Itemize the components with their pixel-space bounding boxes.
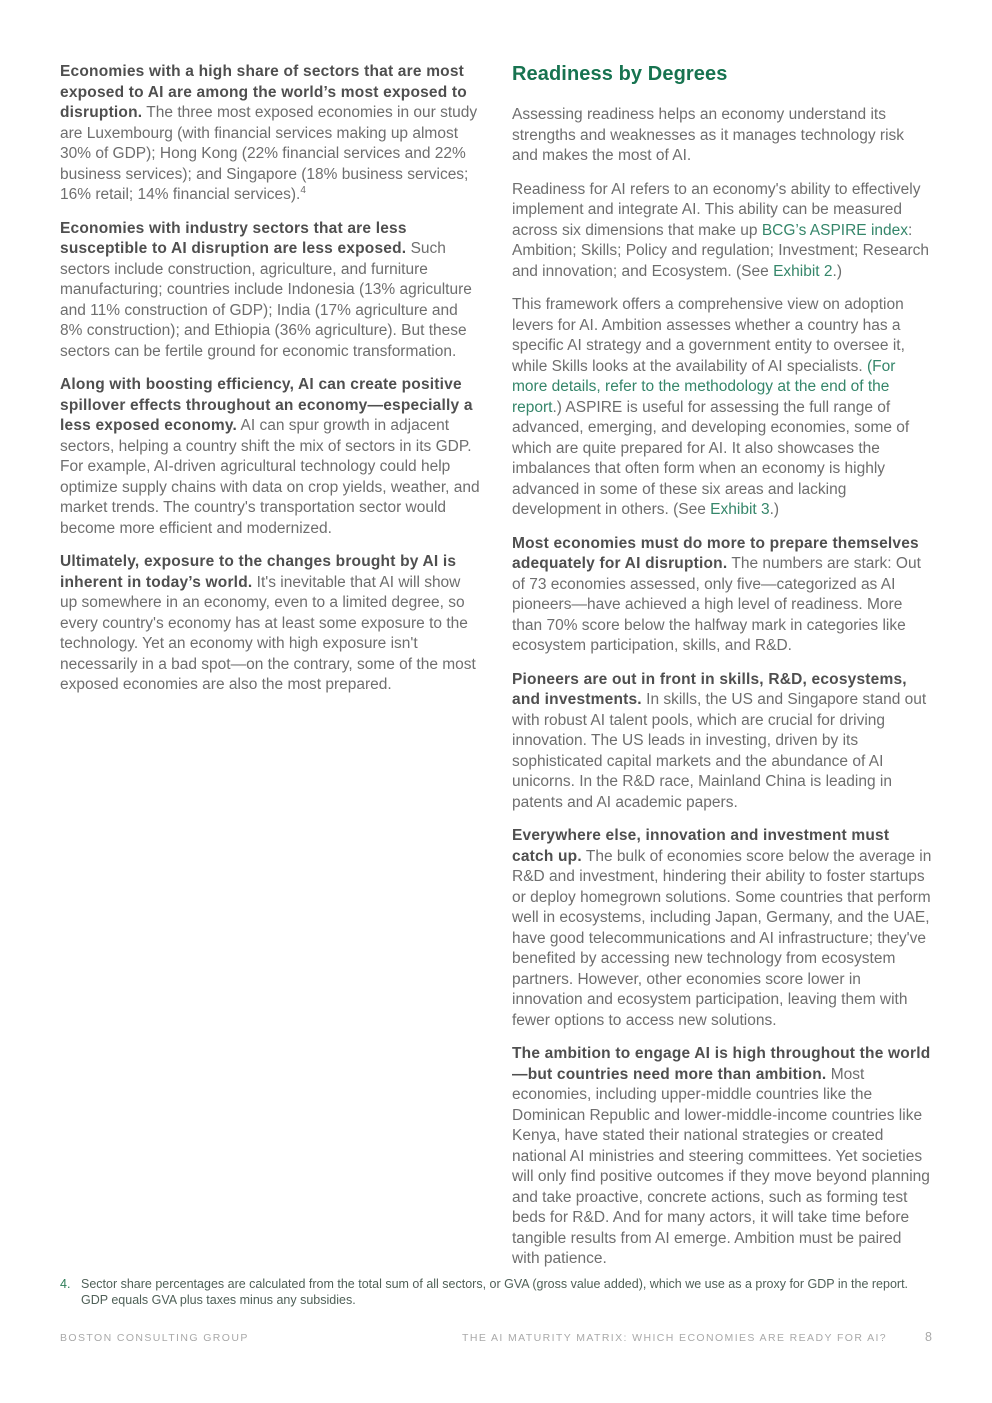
paragraph — [60, 219, 480, 363]
text-run: : Ambition; Skills; Policy and regulation; Investment; Research and innovation; and Ecosystem. (See — [512, 221, 929, 280]
paragraph — [60, 62, 480, 206]
text-run: Along with boosting efficiency, AI can create positive spillover effects throughout an economy—especially a less exposed economy. — [60, 376, 473, 434]
text-run: Most economies must do more to prepare themselves adequately for AI disruption. — [512, 534, 919, 572]
paragraph — [512, 534, 932, 657]
text-run: The bulk of economies score below the average in R&D and investment, hindering their ability to foster startups or deploy homegrown solutions. Some countries that perform well in ecosystems, including Japan, Germany, and the UAE, have good telecommunications and AI infrastructure; they've benefited by accessing new technology from ecosystem partners. However, other economies score lower in innovation and ecosystem participation, leaving them with fewer options to access new solutions. — [512, 847, 932, 1029]
inline-link[interactable]: BCG’s ASPIRE index — [761, 221, 909, 239]
text-run: Everywhere else, innovation and investment must catch up. — [512, 827, 890, 865]
paragraph — [512, 105, 932, 167]
text-run: Pioneers are out in front in skills, R&D, ecosystems, and investments. — [512, 670, 907, 708]
text-run: It's inevitable that AI will show up somewhere in an economy, even to a limited degree, so every country's economy has at least some exposure to the technology. Yet an economy with high exposure isn't necessarily in a bad spot—on the contrary, some of the most exposed economies are also the most prepared. — [60, 573, 476, 693]
text-run: Readiness for AI refers to an economy's ability to effectively implement and integrate AI. This ability can be measured across six dimensions that make up — [512, 180, 921, 239]
footer-report-title: THE AI MATURITY MATRIX: WHICH ECONOMIES ARE READY FOR AI? — [462, 1332, 888, 1344]
footer-right-group — [462, 1330, 932, 1344]
text-run: AI can spur growth in adjacent sectors, helping a country shift the mix of sectors in its GDP. For example, AI-driven agricultural technology could help optimize supply chains with data on crop yields, weather, and market trends. The country's transportation sector would become more efficient and modernized. — [60, 417, 480, 537]
paragraph — [512, 670, 932, 814]
section-heading: Readiness by Degrees — [512, 63, 728, 85]
inline-link[interactable]: Exhibit 3 — [710, 501, 770, 518]
text-run: Economies with industry sectors that are less susceptible to AI disruption are less exposed. — [60, 219, 407, 257]
paragraph — [512, 180, 932, 283]
text-run: In skills, the US and Singapore stand out with robust AI talent pools, which are crucial for driving innovation. The US leads in investing, driven by its sophisticated capital markets and the abundance of AI unicorns. In the R&D race, Mainland China is leading in patents and AI academic papers. — [512, 691, 927, 811]
footer-brand: BOSTON CONSULTING GROUP — [60, 1332, 249, 1344]
paragraph — [512, 295, 932, 521]
two-column-body — [60, 62, 932, 1283]
right-column-paragraphs — [512, 105, 932, 1270]
text-run: This framework offers a comprehensive view on adoption levers for AI. Ambition assesses whether a country has a specific AI strategy and a government entity to oversee it, while Skills looks at the availability of AI specialists. — [512, 296, 905, 375]
text-run: .) ASPIRE is useful for assessing the full range of advanced, emerging, and developing economies, some of which are quite prepared for AI. It also showcases the imbalances that often form when an economy is highly advanced in some of these six areas and lacking development in others. (See — [512, 398, 910, 518]
text-run: Such sectors include construction, agriculture, and furniture manufacturing; countries include Indonesia (13% agriculture and 11% construction of GDP); India (17% agriculture and 8% construction); and Ethiopia (36% agriculture). But these sectors can be fertile ground for economic transformation. — [60, 240, 472, 360]
paragraph — [60, 375, 480, 539]
text-run: Most economies, including upper-middle countries like the Dominican Republic and lower-middle-income countries like Kenya, have stated their national strategies or created national AI ministries and steering committees. Yet societies will only find positive outcomes if they move beyond planning and take proactive, concrete actions, such as forming test beds for R&D. And for many actors, it will take time before tangible results from AI emerge. Ambition must be paired with patience. — [512, 1065, 930, 1267]
paragraph — [512, 1044, 932, 1270]
text-run: .) — [769, 501, 780, 518]
paragraph — [512, 826, 932, 1031]
text-run: The three most exposed economies in our study are Luxembourg (with financial services making up almost 30% of GDP); Hong Kong (22% financial services and 22% business services); and Singapore (18% business services; 16% retail; 14% financial services). — [60, 104, 478, 203]
paragraph — [60, 552, 480, 696]
inline-link[interactable]: Exhibit 2 — [773, 262, 833, 280]
right-column — [512, 62, 932, 1283]
text-run: Ultimately, exposure to the changes brought by AI is inherent in today’s world. — [60, 553, 457, 591]
text-run: The ambition to engage AI is high throughout the world—but countries need more than ambition. — [512, 1045, 931, 1083]
left-column — [60, 62, 480, 1283]
text-run: The numbers are stark: Out of 73 economies assessed, only five—categorized as AI pioneers—have achieved a high level of readiness. More than 70% score below the halfway mark in categories like ecosystem participation, skills, and R&D. — [512, 555, 921, 654]
inline-link[interactable]: (For more details, refer to the methodology at the end of the report — [512, 357, 896, 416]
text-run: Assessing readiness helps an economy understand its strengths and weaknesses as it manages technology risk and makes the most of AI. — [512, 106, 905, 164]
footnote-reference: 4 — [300, 184, 306, 196]
footnote-number: 4. — [60, 1277, 71, 1291]
page-footer — [60, 1330, 932, 1344]
page-number: 8 — [925, 1330, 932, 1344]
text-run: Economies with a high share of sectors that are most exposed to AI are among the world’s most exposed to disruption. — [60, 63, 467, 121]
footnote — [60, 1277, 936, 1308]
footnote-text: Sector share percentages are calculated from the total sum of all sectors, or GVA (gross value added), which we use as a proxy for GDP in the report. GDP equals GVA plus taxes minus any subsidies. — [81, 1277, 909, 1307]
text-run: .) — [832, 262, 842, 280]
